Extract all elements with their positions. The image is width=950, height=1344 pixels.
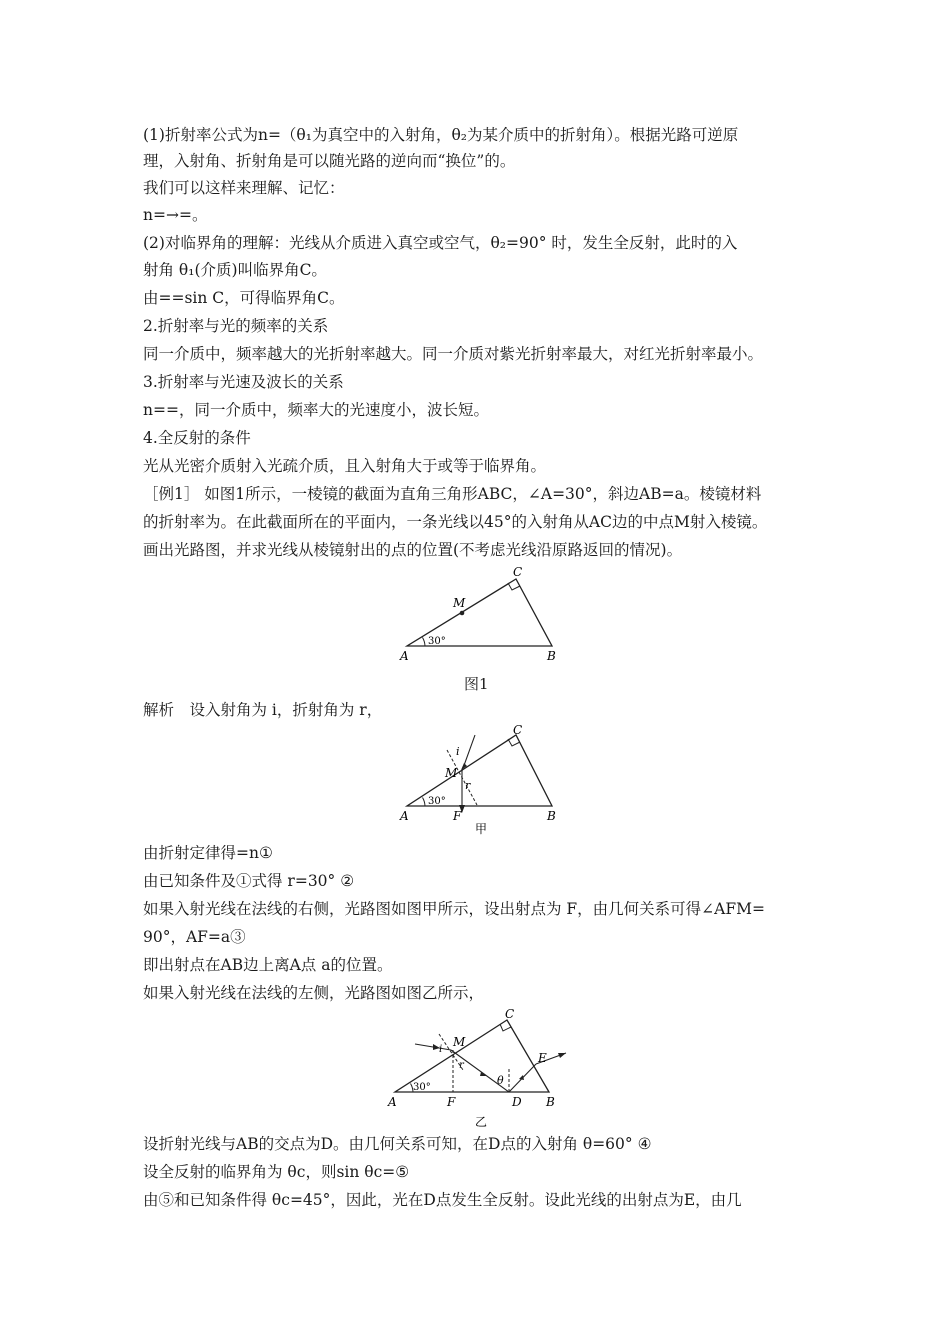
label-c: C xyxy=(505,1007,515,1021)
label-a: A xyxy=(400,809,409,823)
section-heading: 4.全反射的条件 xyxy=(143,429,251,447)
text-line: 理，入射角、折射角是可以随光路的逆向而“换位”的。 xyxy=(143,152,516,170)
text-line: 如果入射光线在法线的左侧，光路图如图乙所示， xyxy=(143,984,485,1002)
text-line: 由已知条件及①式得 r=30° ② xyxy=(143,872,355,890)
text-line: 由⑤和已知条件得 θc=45°，因此，光在D点发生全反射。设此光线的出射点为E，由几 xyxy=(143,1191,742,1209)
section-heading: 3.折射率与光速及波长的关系 xyxy=(143,373,344,391)
figure-jia-diagram xyxy=(395,725,570,840)
text-line: 由折射定律得=n① xyxy=(143,844,273,862)
label-i: i xyxy=(456,745,460,758)
example-line: 画出光路图，并求光线从棱镜射出的点的位置(不考虑光线沿原路返回的情况)。 xyxy=(143,541,683,559)
label-angle: 30° xyxy=(428,636,446,647)
label-a: A xyxy=(388,1095,397,1109)
label-d: D xyxy=(512,1095,522,1109)
text-line: 即出射点在AB边上离A点 a的位置。 xyxy=(143,956,393,974)
section-heading: 2.折射率与光的频率的关系 xyxy=(143,317,329,335)
figure-1-diagram xyxy=(395,565,570,665)
text-line: 90°，AF=a③ xyxy=(143,928,246,946)
label-e: E xyxy=(538,1051,547,1065)
label-b: B xyxy=(546,1095,555,1109)
label-m: M xyxy=(453,596,466,610)
figure-yi-diagram xyxy=(383,1006,578,1131)
label-a: A xyxy=(400,649,409,663)
text-line: 我们可以这样来理解、记忆： xyxy=(143,179,345,197)
label-b: B xyxy=(547,809,556,823)
label-m: M xyxy=(453,1035,466,1049)
figure-jia-caption: 甲 xyxy=(475,822,488,836)
text-line: n=→=。 xyxy=(143,206,208,224)
solution-line: 解析 设入射角为 i，折射角为 r， xyxy=(143,701,383,719)
label-r: r xyxy=(465,779,471,792)
example-line: 的折射率为。在此截面所在的平面内，一条光线以45°的入射角从AC边的中点M射入棱镜。 xyxy=(143,513,768,531)
text-line: 如果入射光线在法线的右侧，光路图如图甲所示，设出射点为 F，由几何关系可得∠AFM= xyxy=(143,900,765,918)
label-angle: 30° xyxy=(428,796,446,807)
label-theta: θ xyxy=(497,1074,504,1087)
figure-1-caption: 图1 xyxy=(464,675,489,693)
text-line: (1)折射率公式为n=（θ₁为真空中的入射角，θ₂为某介质中的折射角）。根据光路可逆原 xyxy=(143,126,739,144)
text-line: 由==sin C，可得临界角C。 xyxy=(143,289,345,307)
text-line: 射角 θ₁(介质)叫临界角C。 xyxy=(143,261,327,279)
example-line: ［例1］ 如图1所示，一棱镜的截面为直角三角形ABC，∠A=30°，斜边AB=a。棱镜材料 xyxy=(143,485,762,503)
text-line: 设全反射的临界角为 θc，则sin θc=⑤ xyxy=(143,1163,410,1181)
label-c: C xyxy=(513,725,523,737)
label-b: B xyxy=(547,649,556,663)
label-f: F xyxy=(453,809,462,823)
label-angle: 30° xyxy=(413,1082,431,1093)
label-m: M xyxy=(445,766,458,780)
figure-yi-caption: 乙 xyxy=(475,1115,488,1129)
text-line: 设折射光线与AB的交点为D。由几何关系可知，在D点的入射角 θ=60° ④ xyxy=(143,1135,652,1153)
label-i: i xyxy=(439,1044,443,1055)
text-line: (2)对临界角的理解：光线从介质进入真空或空气，θ₂=90° 时，发生全反射，此时的入 xyxy=(143,234,738,252)
text-line: n==，同一介质中，频率大的光速度小，波长短。 xyxy=(143,401,489,419)
label-c: C xyxy=(513,565,523,579)
text-line: 同一介质中，频率越大的光折射率越大。同一介质对紫光折射率最大，对红光折射率最小。 xyxy=(143,345,764,363)
label-r: r xyxy=(459,1060,464,1071)
text-line: 光从光密介质射入光疏介质，且入射角大于或等于临界角。 xyxy=(143,457,547,475)
label-f: F xyxy=(447,1095,456,1109)
